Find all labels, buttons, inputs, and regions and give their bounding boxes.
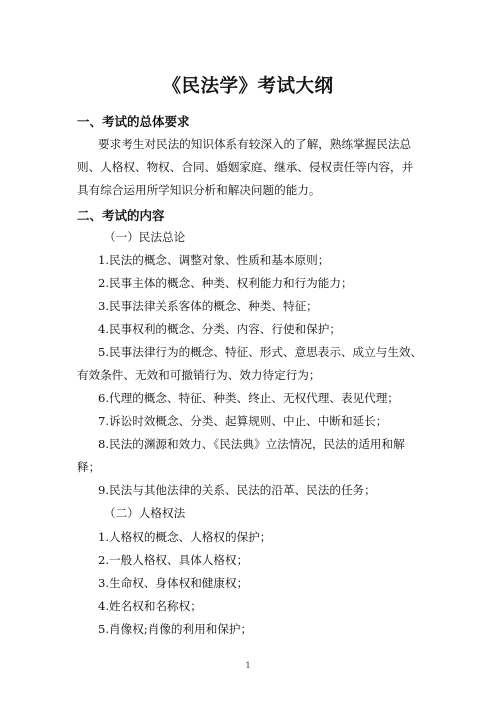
subsection-title-personality: （二）人格权法 bbox=[104, 506, 186, 520]
paragraph-line: 具有综合运用所学知识分析和解决问题的能力。 bbox=[77, 183, 321, 197]
page-number: 1 bbox=[245, 661, 251, 670]
section-heading-requirements: 一、考试的总体要求 bbox=[77, 114, 190, 129]
list-item: 8.民法的渊源和效力、《民法典》立法情况，民法的适用和解 bbox=[98, 437, 405, 451]
list-item: 2.一般人格权、具体人格权； bbox=[98, 553, 249, 567]
list-item: 9.民法与其他法律的关系、民法的沿革、民法的任务； bbox=[98, 483, 376, 497]
list-item: 5.肖像权;肖像的利用和保护； bbox=[98, 622, 253, 636]
list-item: 4.姓名权和名称权； bbox=[98, 599, 202, 613]
paragraph-line: 要求考生对民法的知识体系有较深入的了解，熟练掌握民法总 bbox=[98, 137, 412, 151]
subsection-title-general: （一）民法总论 bbox=[104, 230, 186, 244]
list-item-continuation: 释； bbox=[77, 460, 101, 474]
list-item: 5.民事法律行为的概念、特征、形式、意思表示、成立与生效、 bbox=[98, 345, 423, 359]
list-item: 1.民法的概念、调整对象、性质和基本原则； bbox=[98, 253, 330, 267]
section-heading-content: 二、考试的内容 bbox=[77, 208, 165, 223]
list-item: 4.民事权利的概念、分类、内容、行使和保护； bbox=[98, 322, 341, 336]
list-item: 3.生命权、身体权和健康权； bbox=[98, 576, 249, 590]
list-item: 3.民事法律关系客体的概念、种类、特征； bbox=[98, 299, 318, 313]
page-title: 《民法学》考试大纲 bbox=[162, 76, 334, 97]
list-item: 6.代理的概念、特征、种类、终止、无权代理、表见代理； bbox=[98, 391, 399, 405]
list-item: 7.诉讼时效概念、分类、起算规则、中止、中断和延长； bbox=[98, 414, 388, 428]
list-item: 1.人格权的概念、人格权的保护； bbox=[98, 530, 272, 544]
list-item-continuation: 有效条件、无效和可撤销行为、效力待定行为； bbox=[77, 368, 321, 382]
list-item: 2.民事主体的概念、种类、权利能力和行为能力； bbox=[98, 276, 353, 290]
paragraph-line: 则、人格权、物权、合同、婚姻家庭、继承、侵权责任等内容，并 bbox=[77, 160, 414, 174]
